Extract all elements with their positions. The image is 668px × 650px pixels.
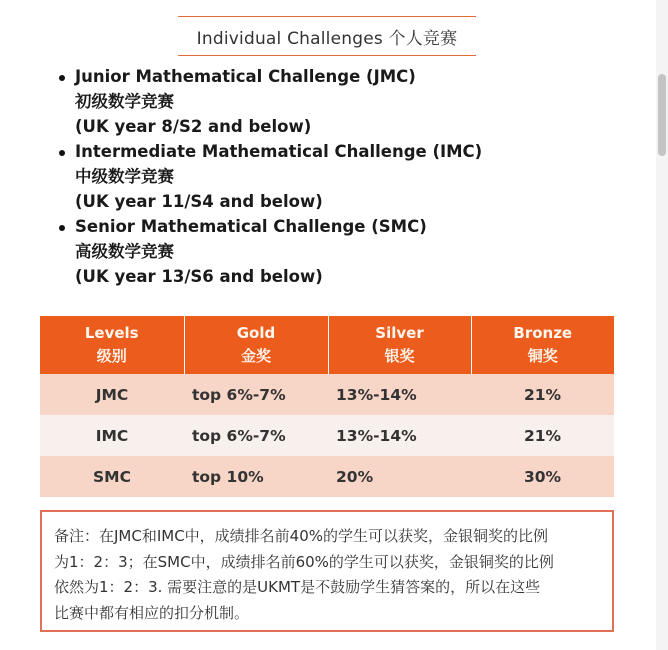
cell-silver: 13%-14% xyxy=(328,415,471,456)
header-silver: Silver 银奖 xyxy=(328,316,471,374)
challenge-name-cn: 初级数学竞赛 xyxy=(75,92,174,111)
cell-bronze: 30% xyxy=(471,456,614,497)
scrollbar[interactable] xyxy=(656,0,668,650)
challenge-name-cn: 高级数学竞赛 xyxy=(75,242,174,261)
challenge-name: Senior Mathematical Challenge (SMC) xyxy=(75,217,427,236)
cell-gold: top 6%-7% xyxy=(184,374,328,415)
cell-bronze: 21% xyxy=(471,415,614,456)
cell-level: IMC xyxy=(40,415,184,456)
cell-level: SMC xyxy=(40,456,184,497)
challenge-eligibility: (UK year 11/S4 and below) xyxy=(75,192,323,211)
note-line: 依然为1：2：3. 需要注意的是UKMT是不鼓励学生猜答案的，所以在这些 xyxy=(54,578,541,596)
list-item xyxy=(58,214,618,289)
cell-gold: top 6%-7% xyxy=(184,415,328,456)
note-line: 为1：2：3；在SMC中，成绩排名前60%的学生可以获奖，金银铜奖的比例 xyxy=(54,552,554,571)
list-item xyxy=(58,64,618,139)
bullet-icon xyxy=(59,225,65,231)
challenge-name-cn: 中级数学竞赛 xyxy=(75,167,174,186)
note-box xyxy=(40,510,614,632)
challenge-eligibility: (UK year 8/S2 and below) xyxy=(75,117,312,136)
challenge-name: Intermediate Mathematical Challenge (IMC) xyxy=(75,142,483,161)
table-row xyxy=(40,456,614,497)
section-title xyxy=(178,16,476,56)
cell-gold: top 10% xyxy=(184,456,328,497)
header-levels: Levels 级别 xyxy=(40,316,184,374)
list-item xyxy=(58,139,618,214)
cell-level: JMC xyxy=(40,374,184,415)
scrollbar-thumb[interactable] xyxy=(658,74,666,156)
header-gold: Gold 金奖 xyxy=(184,316,328,374)
table-header-row xyxy=(40,316,614,374)
awards-table xyxy=(40,316,614,497)
cell-silver: 13%-14% xyxy=(328,374,471,415)
bullet-icon xyxy=(59,150,65,156)
challenge-eligibility: (UK year 13/S6 and below) xyxy=(75,267,323,286)
table-row xyxy=(40,374,614,415)
section-title-text: Individual Challenges 个人竞赛 xyxy=(196,28,458,49)
note-line: 备注：在JMC和IMC中，成绩排名前40%的学生可以获奖，金银铜奖的比例 xyxy=(54,527,549,545)
challenge-name: Junior Mathematical Challenge (JMC) xyxy=(75,67,416,86)
note-line: 比赛中都有相应的扣分机制。 xyxy=(54,603,250,622)
bullet-icon xyxy=(59,75,65,81)
table-row xyxy=(40,415,614,456)
header-bronze: Bronze 铜奖 xyxy=(471,316,614,374)
cell-bronze: 21% xyxy=(471,374,614,415)
challenge-list xyxy=(58,64,618,289)
cell-silver: 20% xyxy=(328,456,471,497)
